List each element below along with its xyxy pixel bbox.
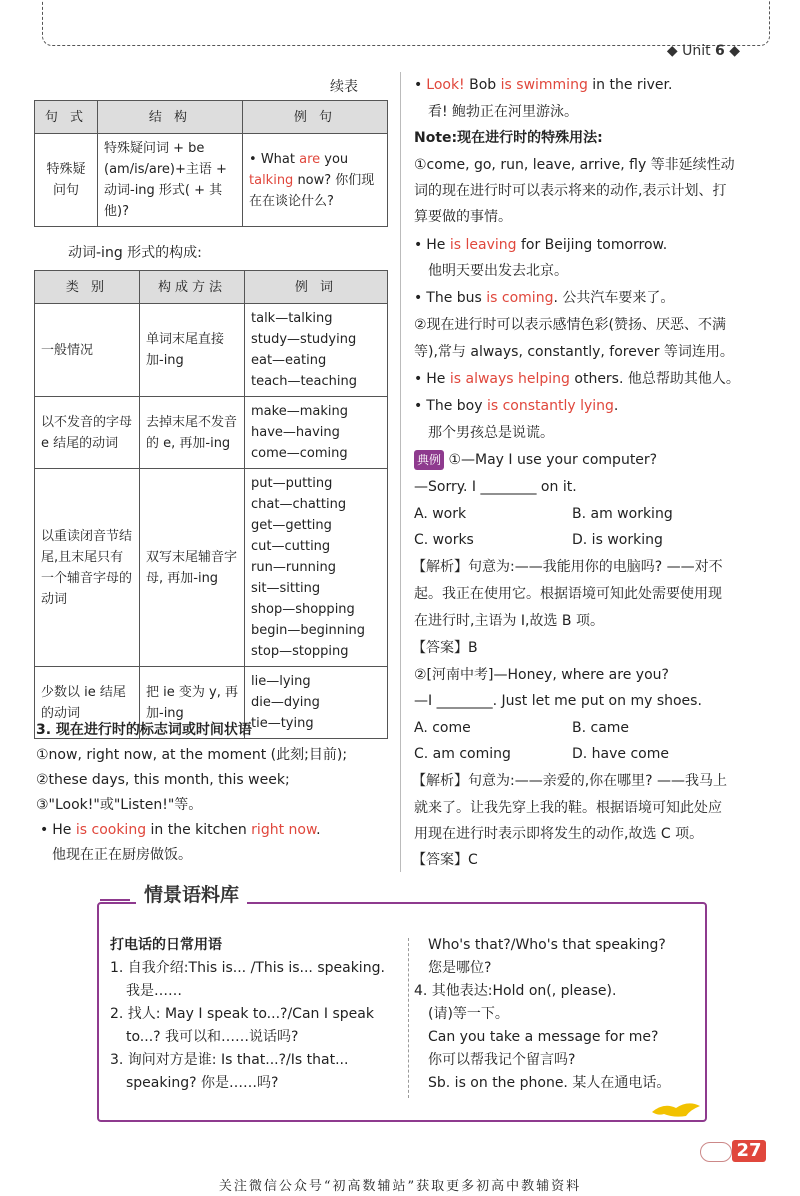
- corpus-line: 3. 询问对方是谁: Is that...?/Is that...: [110, 1052, 349, 1068]
- example-sentence: • The boy is constantly lying.: [414, 396, 618, 416]
- table-row: 以不发音的字母 e 结尾的动词 去掉末尾不发音的 e, 再加-ing make—making have—having come—coming: [35, 397, 388, 469]
- page-number: 27: [732, 1140, 766, 1162]
- table-row: 一般情况 单词末尾直接加-ing talk—talking study—studying eat—eating teach—teaching: [35, 304, 388, 397]
- option: C. works: [414, 532, 474, 548]
- pattern-example: • What are you talking now? 你们现在在谈论什么?: [243, 134, 388, 227]
- example-sentence: • Look! Bob is swimming in the river.: [414, 75, 672, 95]
- option: D. have come: [572, 746, 669, 762]
- pattern-type: 特殊疑问句: [35, 134, 98, 227]
- corpus-line: (请)等一下。: [428, 1006, 509, 1022]
- option: A. work: [414, 506, 467, 522]
- question-2: ②[河南中考]—Honey, where are you?: [414, 667, 669, 683]
- option: A. come: [414, 720, 471, 736]
- note-text: 算要做的事情。: [414, 209, 512, 225]
- corpus-line: 4. 其他表达:Hold on(, please).: [414, 983, 617, 999]
- option: D. is working: [572, 532, 663, 548]
- corpus-line: 我是……: [126, 983, 182, 999]
- section3-line: ②these days, this month, this week;: [36, 772, 290, 788]
- option: B. came: [572, 720, 630, 736]
- question-2-blank: —I ________. Just let me put on my shoes.: [414, 693, 702, 709]
- analysis: 用现在进行时表示即将发生的动作,故选 C 项。: [414, 826, 704, 842]
- corpus-title-rule: [100, 899, 130, 901]
- corpus-line: Who's that?/Who's that speaking?: [428, 937, 666, 953]
- table-sentence-pattern: 句 式 结 构 例 句 特殊疑问句 特殊疑问词 + be (am/is/are)+主语 + 动词-ing 形式( + 其他)? • What are you talking now? 你们现在在谈论什么?: [34, 100, 388, 227]
- corpus-line: Sb. is on the phone. 某人在通电话。: [428, 1075, 671, 1091]
- corpus-line: to...? 我可以和……说话吗?: [126, 1029, 299, 1045]
- option: C. am coming: [414, 746, 511, 762]
- table-ing-forms: 类 别 构成方法 例 词 一般情况 单词末尾直接加-ing talk—talking study—studying eat—eating teach—teaching 以不发音的字母 e 结尾的动词 去掉末尾不发音的 e, 再加-ing make—making have—having come—coming 以重读闭音节结尾,且末尾只有一个辅音字母的动词 双写末尾辅音字母, 再加-ing put—putting chat—chatting get—getting cut—cutting run—running sit—sitting shop—shopping begin—beginning stop—stopping 少数以 ie 结尾的动词 把 ie 变为 y, 再加-ing lie—lying die—dying tie—tying: [34, 270, 388, 739]
- option: B. am working: [572, 506, 673, 522]
- analysis: 在进行时,主语为 I,故选 B 项。: [414, 613, 604, 629]
- note-text: 词的现在进行时可以表示将来的动作,表示计划、打: [414, 183, 727, 199]
- corpus-line: 1. 自我介绍:This is... /This is... speaking.: [110, 960, 385, 976]
- table-row: 以重读闭音节结尾,且末尾只有一个辅音字母的动词 双写末尾辅音字母, 再加-ing put—putting chat—chatting get—getting cut—cutting run—running sit—sitting shop—shopping begin—beginning stop—stopping: [35, 469, 388, 667]
- example-translation: 那个男孩总是说谎。: [428, 425, 554, 441]
- corpus-title: 情景语料库: [136, 880, 247, 907]
- corpus-line: 2. 找人: May I speak to...?/Can I speak: [110, 1006, 374, 1022]
- note-text: ①come, go, run, leave, arrive, fly 等非延续性动: [414, 157, 735, 173]
- section3-line: ③"Look!"或"Listen!"等。: [36, 797, 203, 813]
- example-translation: 他明天要出发去北京。: [428, 263, 568, 279]
- example-sentence: • He is leaving for Beijing tomorrow.: [414, 235, 667, 255]
- example-translation: 他现在正在厨房做饭。: [52, 847, 192, 863]
- corpus-line: 你可以帮我记个留言吗?: [428, 1052, 576, 1068]
- column-divider: [400, 72, 401, 872]
- analysis: 就来了。让我先穿上我的鞋。根据语境可知此处应: [414, 800, 722, 816]
- pattern-structure: 特殊疑问词 + be (am/is/are)+主语 + 动词-ing 形式( + 其他)?: [98, 134, 243, 227]
- unit-label: ◆ Unit 6 ◆: [666, 43, 740, 59]
- corpus-line: 您是哪位?: [428, 960, 492, 976]
- example-tag: 典例: [414, 450, 444, 470]
- header-frame: [42, 0, 770, 46]
- bird-decoration-icon: [650, 1098, 702, 1120]
- analysis: 起。我正在使用它。根据语境可知此处需要使用现: [414, 586, 722, 602]
- example-translation: 看! 鲍勃正在河里游泳。: [428, 104, 579, 120]
- corpus-line: Can you take a message for me?: [428, 1029, 659, 1045]
- table-row: 少数以 ie 结尾的动词 把 ie 变为 y, 再加-ing lie—lying die—dying tie—tying: [35, 667, 388, 739]
- question-1: 典例 ①—May I use your computer?: [414, 450, 657, 470]
- footer-note: 关注微信公众号“初高数辅站”获取更多初高中教辅资料: [218, 1179, 582, 1194]
- question-1-blank: —Sorry. I ________ on it.: [414, 479, 577, 495]
- page-ornament-icon: [700, 1142, 732, 1162]
- corpus-line: speaking? 你是……吗?: [126, 1075, 279, 1091]
- note-title: Note:现在进行时的特殊用法:: [414, 130, 603, 146]
- note-text: ②现在进行时可以表示感情色彩(赞扬、厌恶、不满: [414, 317, 727, 333]
- corpus-divider: [408, 938, 409, 1098]
- section3-line: ①now, right now, at the moment (此刻;目前);: [36, 747, 348, 763]
- analysis: 【解析】句意为:——我能用你的电脑吗? ——对不: [412, 559, 723, 575]
- ing-title: 动词-ing 形式的构成:: [68, 245, 202, 261]
- answer: 【答案】B: [412, 640, 478, 656]
- answer: 【答案】C: [412, 852, 478, 868]
- table-caption: 续表: [330, 79, 358, 95]
- example-sentence: • The bus is coming. 公共汽车要来了。: [414, 288, 674, 308]
- corpus-subtitle: 打电话的日常用语: [110, 937, 222, 953]
- analysis: 【解析】句意为:——亲爱的,你在哪里? ——我马上: [412, 773, 728, 789]
- example-sentence: • He is cooking in the kitchen right now.: [40, 820, 321, 840]
- section3-title: 3. 现在进行时的标志词或时间状语: [36, 722, 252, 738]
- note-text: 等),常与 always, constantly, forever 等词连用。: [414, 344, 734, 360]
- example-sentence: • He is always helping others. 他总帮助其他人。: [414, 369, 740, 389]
